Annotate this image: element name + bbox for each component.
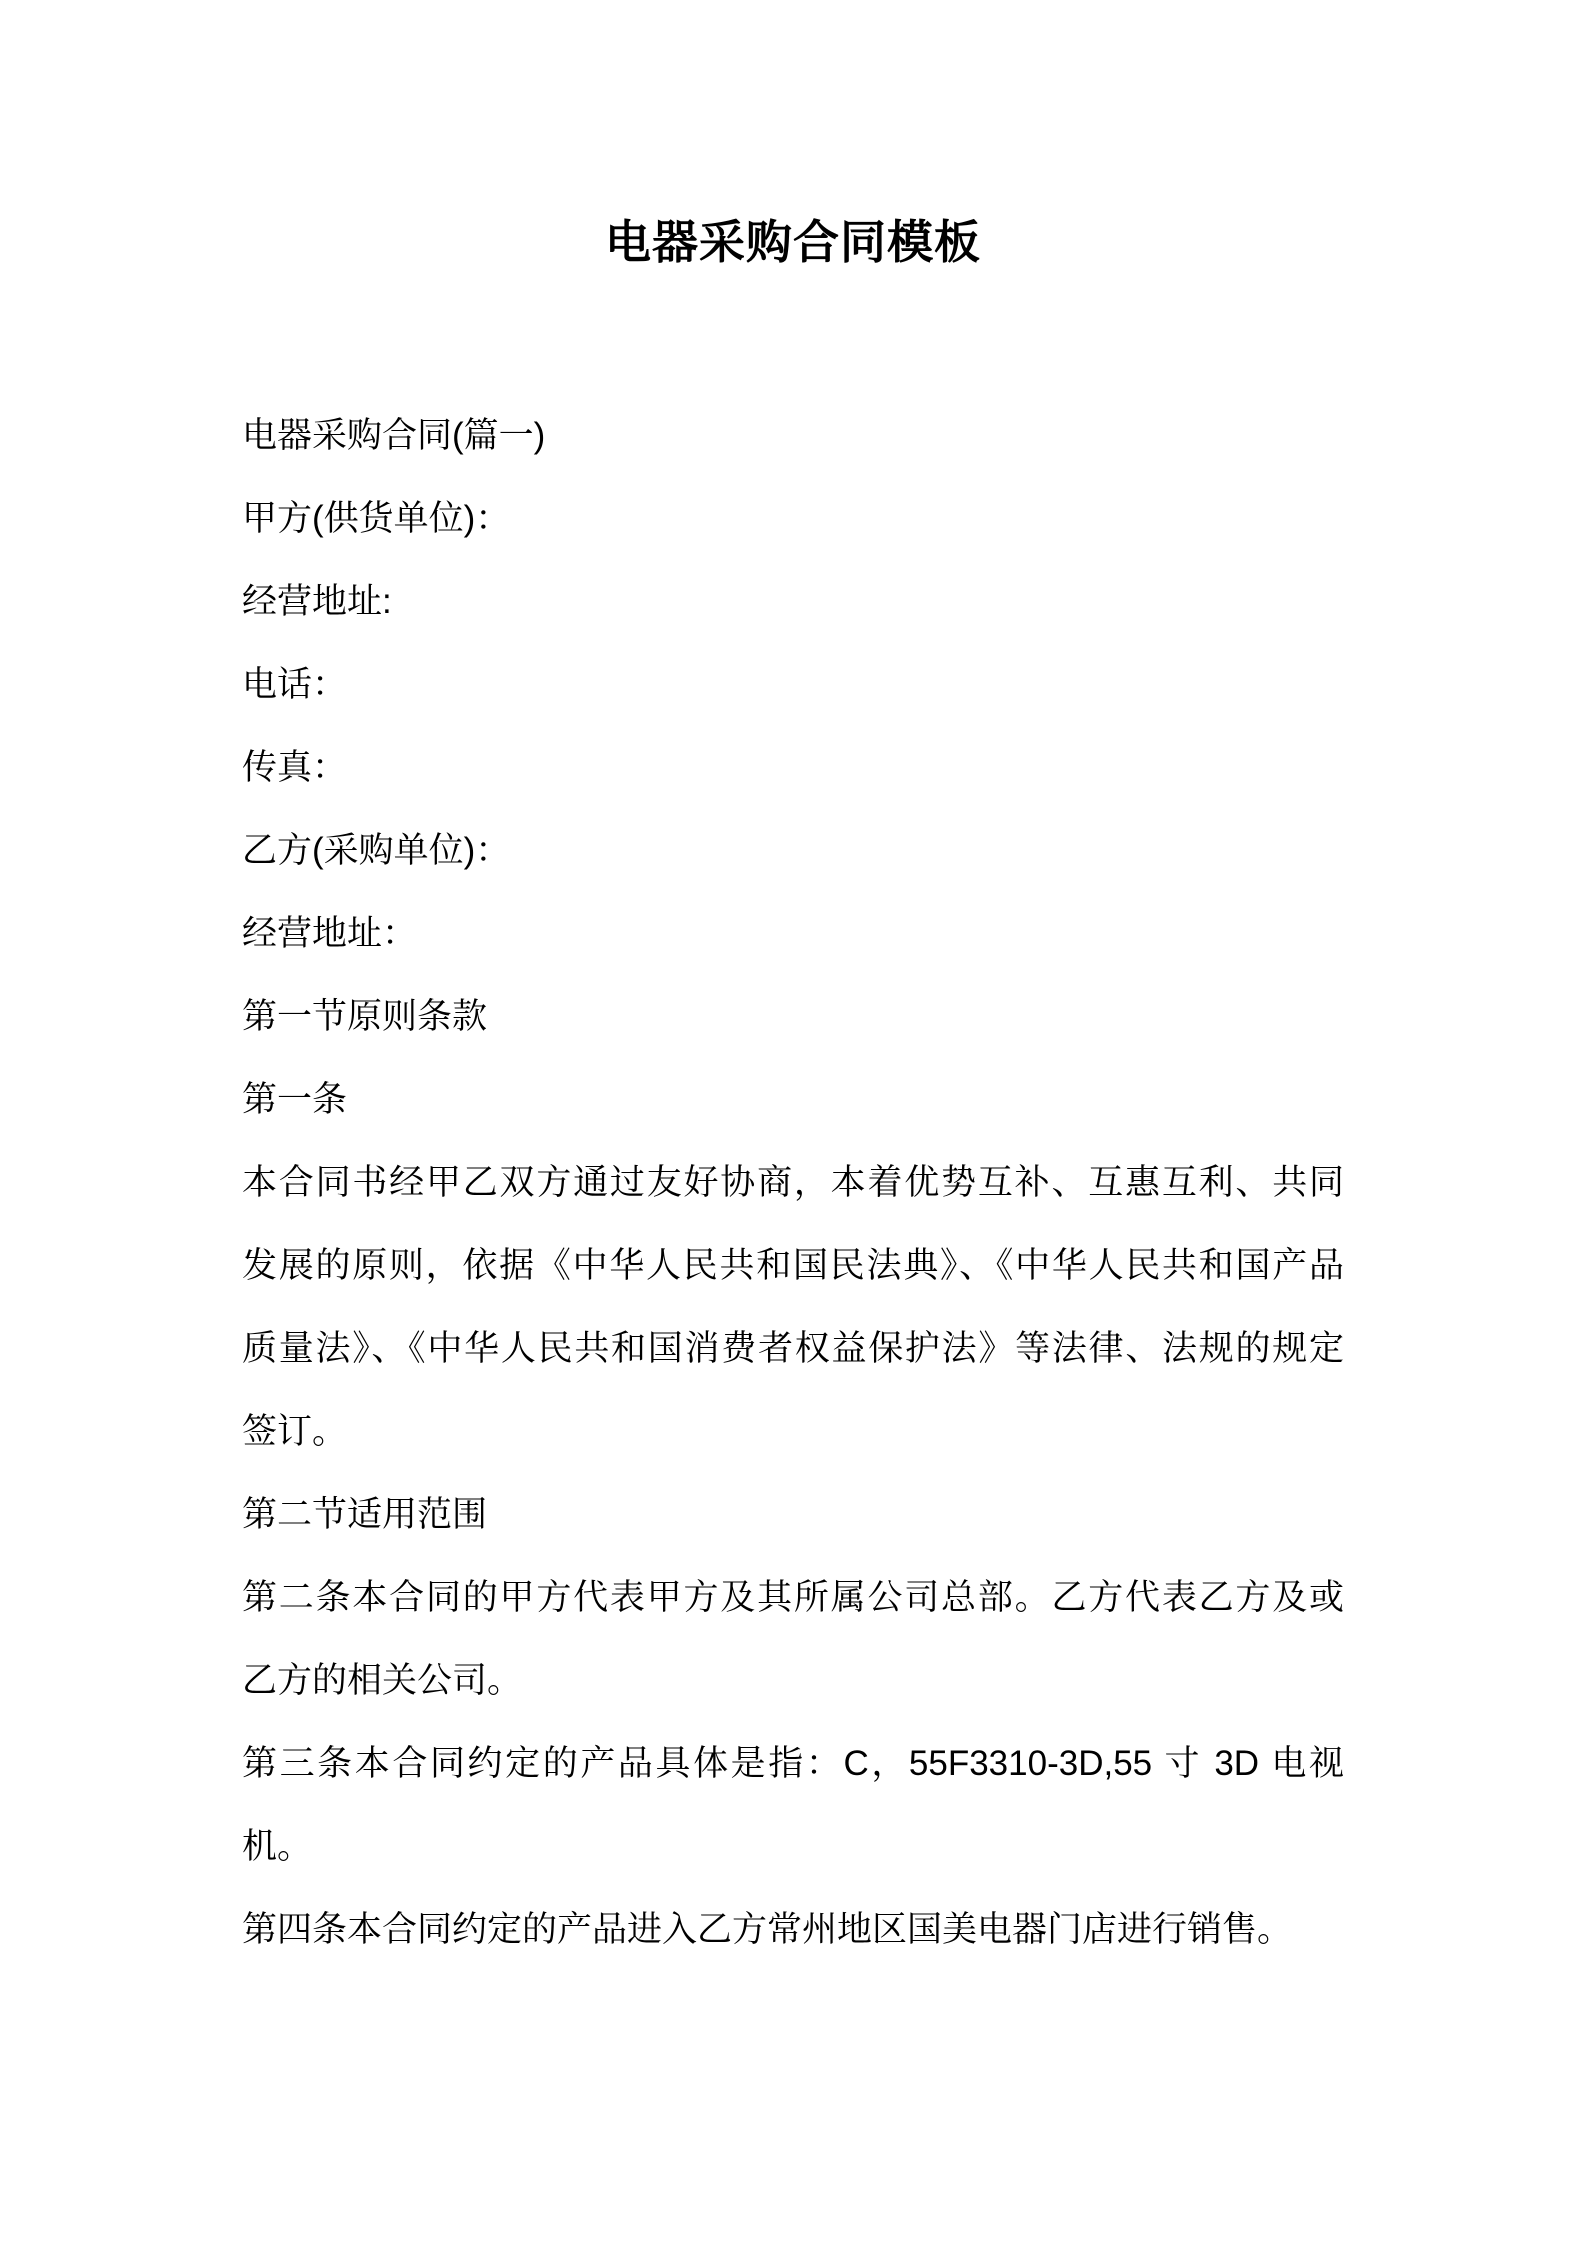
document-line: 第四条本合同约定的产品进入乙方常州地区国美电器门店进行销售。	[242, 1910, 1293, 1949]
document-line: 甲方(供货单位)：	[242, 499, 511, 538]
document-line: 第三条本合同约定的产品具体是指：C，55F3310-3D,55 寸 3D 电视	[242, 1744, 1344, 1783]
document-body	[242, 394, 1344, 1971]
document-line: 经营地址：	[242, 914, 418, 953]
document-line: 质量法》、《中华人民共和国消费者权益保护法》等法律、法规的规定	[242, 1329, 1344, 1368]
document-line: 第二条本合同的甲方代表甲方及其所属公司总部。乙方代表乙方及或	[242, 1578, 1344, 1617]
document-line: 本合同书经甲乙双方通过友好协商，本着优势互补、互惠互利、共同	[242, 1163, 1344, 1202]
document-title: 电器采购合同模板	[605, 216, 981, 268]
document-line: 签订。	[242, 1412, 348, 1451]
document-line: 第二节适用范围	[242, 1495, 488, 1534]
document-line: 乙方的相关公司。	[242, 1661, 523, 1700]
document-line: 第一条	[242, 1080, 348, 1119]
document-line: 机。	[242, 1827, 313, 1866]
document-line: 电器采购合同(篇一)	[242, 416, 546, 455]
document-line: 电话：	[242, 665, 348, 704]
document-line: 乙方(采购单位)：	[242, 831, 511, 870]
document-line: 第一节原则条款	[242, 997, 488, 1036]
document-line: 传真：	[242, 748, 348, 787]
document-line: 经营地址:	[242, 582, 392, 621]
document-line: 发展的原则，依据《中华人民共和国民法典》、《中华人民共和国产品	[242, 1246, 1344, 1285]
